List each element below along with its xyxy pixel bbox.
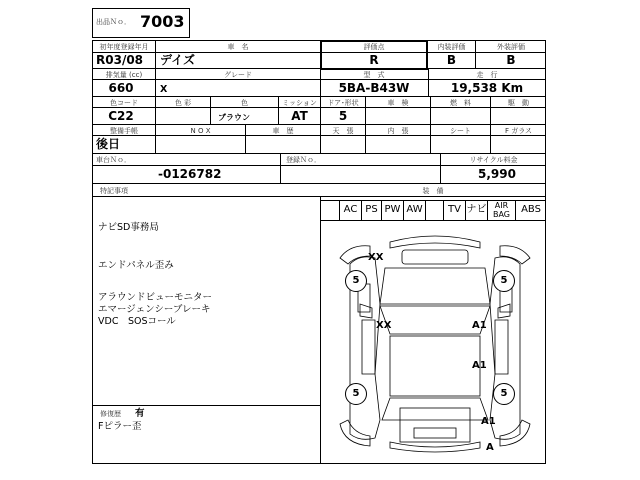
- manual-value: 後日: [96, 137, 121, 151]
- displacement-value: 660: [108, 81, 134, 95]
- seat-label: シート: [450, 127, 471, 135]
- model-label: 型 式: [363, 71, 385, 79]
- damage-rear-bumper: A: [486, 442, 494, 453]
- remark-6: Fピラー歪: [98, 421, 142, 432]
- color-label: 色: [241, 99, 248, 107]
- first-reg-label: 初年度登録年月: [99, 43, 149, 51]
- remark-5: VDC SOSコール: [98, 316, 176, 327]
- tire-front-right: 5: [493, 270, 515, 292]
- damage-rear-corner: A1: [481, 416, 496, 427]
- doors-value: 5: [338, 109, 348, 123]
- color-code-value: C22: [108, 109, 134, 123]
- car-name-label: 車 名: [227, 43, 249, 51]
- car-diagram: [330, 224, 540, 460]
- nox-label: N O X: [190, 127, 211, 135]
- remark-4: エマージェンシーブレーキ: [98, 304, 211, 315]
- model-value: 5BA-B43W: [338, 81, 410, 95]
- transmission-label: ミッション: [282, 99, 317, 107]
- equip-airbag: AIR BAG: [488, 200, 516, 220]
- equip-aw: AW: [404, 200, 426, 220]
- equip-ac: AC: [340, 200, 362, 220]
- damage-left-side: XX: [376, 320, 392, 331]
- mileage-value: 19,538 Km: [450, 81, 524, 95]
- transmission-value: AT: [291, 109, 308, 123]
- equip-pw: PW: [382, 200, 404, 220]
- damage-right-front: A1: [472, 320, 487, 331]
- repair-history-value: 有: [135, 408, 145, 419]
- interior-grade-label: 内装評価: [437, 43, 466, 51]
- chassis-label: 車台Ｎｏ．: [96, 156, 131, 164]
- tire-rear-left: 5: [345, 383, 367, 405]
- score-label: 評価点: [363, 43, 385, 51]
- grade-label: グレード: [224, 71, 252, 79]
- recycle-value: 5,990: [478, 167, 516, 181]
- f-glass-label: F ガラス: [504, 127, 533, 135]
- tire-front-left: 5: [345, 270, 367, 292]
- chassis-value: -0126782: [158, 167, 222, 181]
- recycle-label: リサイクル料金: [469, 156, 518, 164]
- color-code-label: 色コード: [110, 99, 138, 107]
- first-reg-value: R03/08: [96, 53, 144, 67]
- drive-label: 駆 動: [508, 99, 529, 107]
- equip-empty: [426, 200, 444, 220]
- manual-label: 整備手帳: [110, 127, 138, 135]
- equip-tv: TV: [444, 200, 466, 220]
- exterior-grade-value: B: [506, 53, 516, 67]
- color-value: ブラウン: [218, 113, 250, 122]
- reg-no-label: 登録Ｎｏ．: [286, 156, 321, 164]
- tire-rear-right: 5: [493, 383, 515, 405]
- remarks-label: 特記事項: [100, 187, 128, 195]
- capacity-label: 車 検: [387, 99, 409, 107]
- equip-blank: [320, 200, 340, 220]
- repair-history-label: 修復歴: [100, 410, 121, 418]
- remark-3: アラウンドビューモニター: [98, 292, 213, 303]
- score-value: R: [369, 53, 379, 67]
- inner-trim-label: 内 張: [387, 127, 409, 135]
- remark-1: ナビSD事務局: [98, 222, 159, 233]
- ceiling-label: 天 張: [332, 127, 354, 135]
- history-label: 車 歴: [272, 127, 294, 135]
- damage-front-bumper: XX: [368, 252, 384, 263]
- displacement-label: 排気量 (cc): [105, 71, 143, 79]
- mileage-label: 走 行: [476, 71, 498, 79]
- doors-label: ドア･形状: [327, 99, 359, 107]
- equip-abs: ABS: [521, 204, 541, 215]
- remark-2: エンドパネル歪み: [98, 260, 174, 271]
- lot-label: 出品Ｎｏ．: [96, 18, 131, 26]
- lot-number: 7003: [140, 12, 185, 31]
- equip-ps: PS: [362, 200, 382, 220]
- exterior-grade-label: 外装評価: [497, 43, 525, 51]
- fuel-label: 燃 料: [450, 99, 471, 107]
- color-system-label: 色 彩: [174, 99, 192, 107]
- equipment-label: 装 備: [422, 187, 444, 195]
- interior-grade-value: B: [446, 53, 457, 67]
- equip-navi: ナビ: [466, 200, 488, 220]
- grade-value: X: [160, 84, 168, 95]
- damage-right-rear: A1: [472, 360, 487, 371]
- car-name-value: デイズ: [160, 53, 196, 67]
